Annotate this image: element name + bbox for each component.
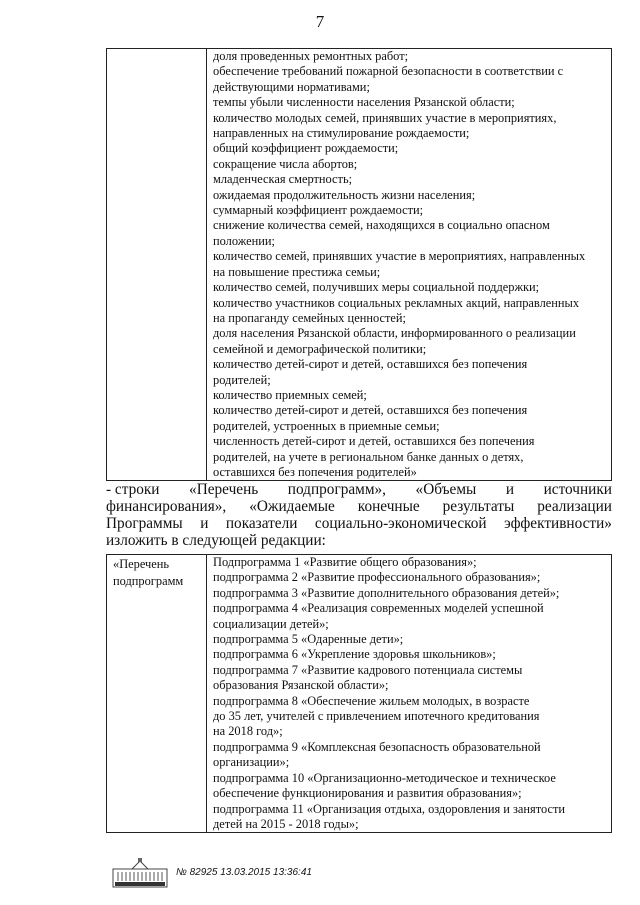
paragraph-word: финансирования», xyxy=(106,498,227,515)
table-line: детей на 2015 - 2018 годы»; xyxy=(213,816,359,831)
table-line: общий коэффициент рождаемости; xyxy=(213,141,399,156)
table-line: ожидаемая продолжительность жизни населения; xyxy=(213,187,476,202)
table-line: социализации детей»; xyxy=(213,616,329,631)
table-line: подпрограмма 10 «Организационно-методическое и техническое xyxy=(213,770,556,785)
paragraph-word: эффективности» xyxy=(504,515,612,532)
document-registration-number: № 82925 13.03.2015 13:36:41 xyxy=(176,867,312,878)
table-line: родителей, устроенных в приемные семьи; xyxy=(213,418,440,433)
table-line: «Перечень xyxy=(113,557,170,571)
table-line: семейной и демографической политики; xyxy=(213,341,427,356)
table-line: подпрограмма 5 «Одаренные дети»; xyxy=(213,632,404,647)
table-line: подпрограмма 4 «Реализация современных моделей успешной xyxy=(213,601,544,616)
paragraph-line-4: изложить в следующей редакции: xyxy=(106,532,326,549)
government-building-stamp-icon xyxy=(112,857,168,889)
table-line: подпрограмма 2 «Развитие профессионального образования»; xyxy=(213,570,541,585)
table-line: количество приемных семей; xyxy=(213,387,367,402)
paragraph-line-3 xyxy=(106,515,612,532)
table-line: действующими нормативами; xyxy=(213,79,370,94)
table-line: количество детей-сирот и детей, оставшихся без попечения xyxy=(213,357,528,372)
table2-left-cell xyxy=(107,555,207,833)
table-line: Подпрограмма 1 «Развитие общего образования»; xyxy=(213,555,477,569)
table-line: численность детей-сирот и детей, оставшихся без попечения xyxy=(213,434,535,449)
table2-right-cell xyxy=(207,555,612,833)
table-line: до 35 лет, учителей с привлечением ипотечного кредитования xyxy=(213,709,540,724)
table-line: снижение количества семей, находящихся в социально опасном xyxy=(213,218,550,233)
paragraph-word: результаты xyxy=(442,498,515,515)
paragraph-word: подпрограмм», xyxy=(287,481,386,498)
table-line: на 2018 год»; xyxy=(213,724,283,739)
indicators-table-continued xyxy=(106,48,612,481)
table-line: доля проведенных ремонтных работ; xyxy=(213,49,409,63)
amendment-paragraph xyxy=(106,481,612,549)
table-line: количество молодых семей, принявших участие в мероприятиях, xyxy=(213,110,557,125)
paragraph-line-1 xyxy=(106,481,612,498)
table-line: суммарный коэффициент рождаемости; xyxy=(213,203,424,218)
paragraph-word: «Ожидаемые xyxy=(249,498,335,515)
subprograms-table xyxy=(106,554,612,833)
table-line: обеспечение требований пожарной безопасности в соответствии с xyxy=(213,64,564,79)
paragraph-word: и xyxy=(200,515,209,532)
table-line: темпы убыли численности населения Рязанской области; xyxy=(213,95,515,110)
table-line: оставшихся без попечения родителей» xyxy=(213,464,417,479)
table-line: обеспечение функционирования и развития образования»; xyxy=(213,786,522,801)
table1-left-cell xyxy=(107,49,207,481)
table-line: сокращение числа абортов; xyxy=(213,156,358,171)
table-line: на пропаганду семейных ценностей; xyxy=(213,310,406,325)
table-line: подпрограмма 11 «Организация отдыха, оздоровления и занятости xyxy=(213,801,566,816)
paragraph-word: и xyxy=(505,481,515,498)
paragraph-word: конечные xyxy=(357,498,420,515)
table-line: родителей, на учете в региональном банке данных о детях, xyxy=(213,449,524,464)
table1-right-cell xyxy=(207,49,612,481)
table-line: количество детей-сирот и детей, оставшихся без попечения xyxy=(213,403,528,418)
table-line: на повышение престижа семьи; xyxy=(213,264,381,279)
paragraph-word: «Объемы xyxy=(415,481,477,498)
table-line: образования Рязанской области»; xyxy=(213,678,389,693)
table-line: количество семей, получивших меры социальной поддержки; xyxy=(213,280,540,295)
paragraph-word: социально-экономической xyxy=(314,515,487,532)
table-line: подпрограмма 7 «Развитие кадрового потенциала системы xyxy=(213,662,523,677)
paragraph-word: источники xyxy=(543,481,612,498)
table-line: доля населения Рязанской области, информированного о реализации xyxy=(213,326,576,341)
paragraph-word: показатели xyxy=(225,515,298,532)
document-footer xyxy=(112,857,312,889)
table-line: направленных на стимулирование рождаемости; xyxy=(213,126,470,141)
page-number: 7 xyxy=(315,12,325,31)
table-line: количество участников социальных рекламных акций, направленных xyxy=(213,295,580,310)
table-line: подпрограмма 3 «Развитие дополнительного образования детей»; xyxy=(213,585,560,600)
table-line: подпрограмма 9 «Комплексная безопасность образовательной xyxy=(213,739,541,754)
paragraph-line-2 xyxy=(106,498,612,515)
paragraph-word: Программы xyxy=(106,515,183,532)
paragraph-word: реализации xyxy=(537,498,612,515)
table-line: положении; xyxy=(213,233,275,248)
table-line: организации»; xyxy=(213,755,290,770)
table-line: количество семей, принявших участие в мероприятиях, направленных xyxy=(213,249,586,264)
table-line: младенческая смертность; xyxy=(213,172,353,187)
paragraph-word: - строки xyxy=(106,481,160,498)
table-line: родителей; xyxy=(213,372,271,387)
table-line: подпрограмм xyxy=(113,574,184,589)
paragraph-word: «Перечень xyxy=(189,481,259,498)
table-line: подпрограмма 6 «Укрепление здоровья школьников»; xyxy=(213,647,496,662)
table-line: подпрограмма 8 «Обеспечение жильем молодых, в возрасте xyxy=(213,693,530,708)
